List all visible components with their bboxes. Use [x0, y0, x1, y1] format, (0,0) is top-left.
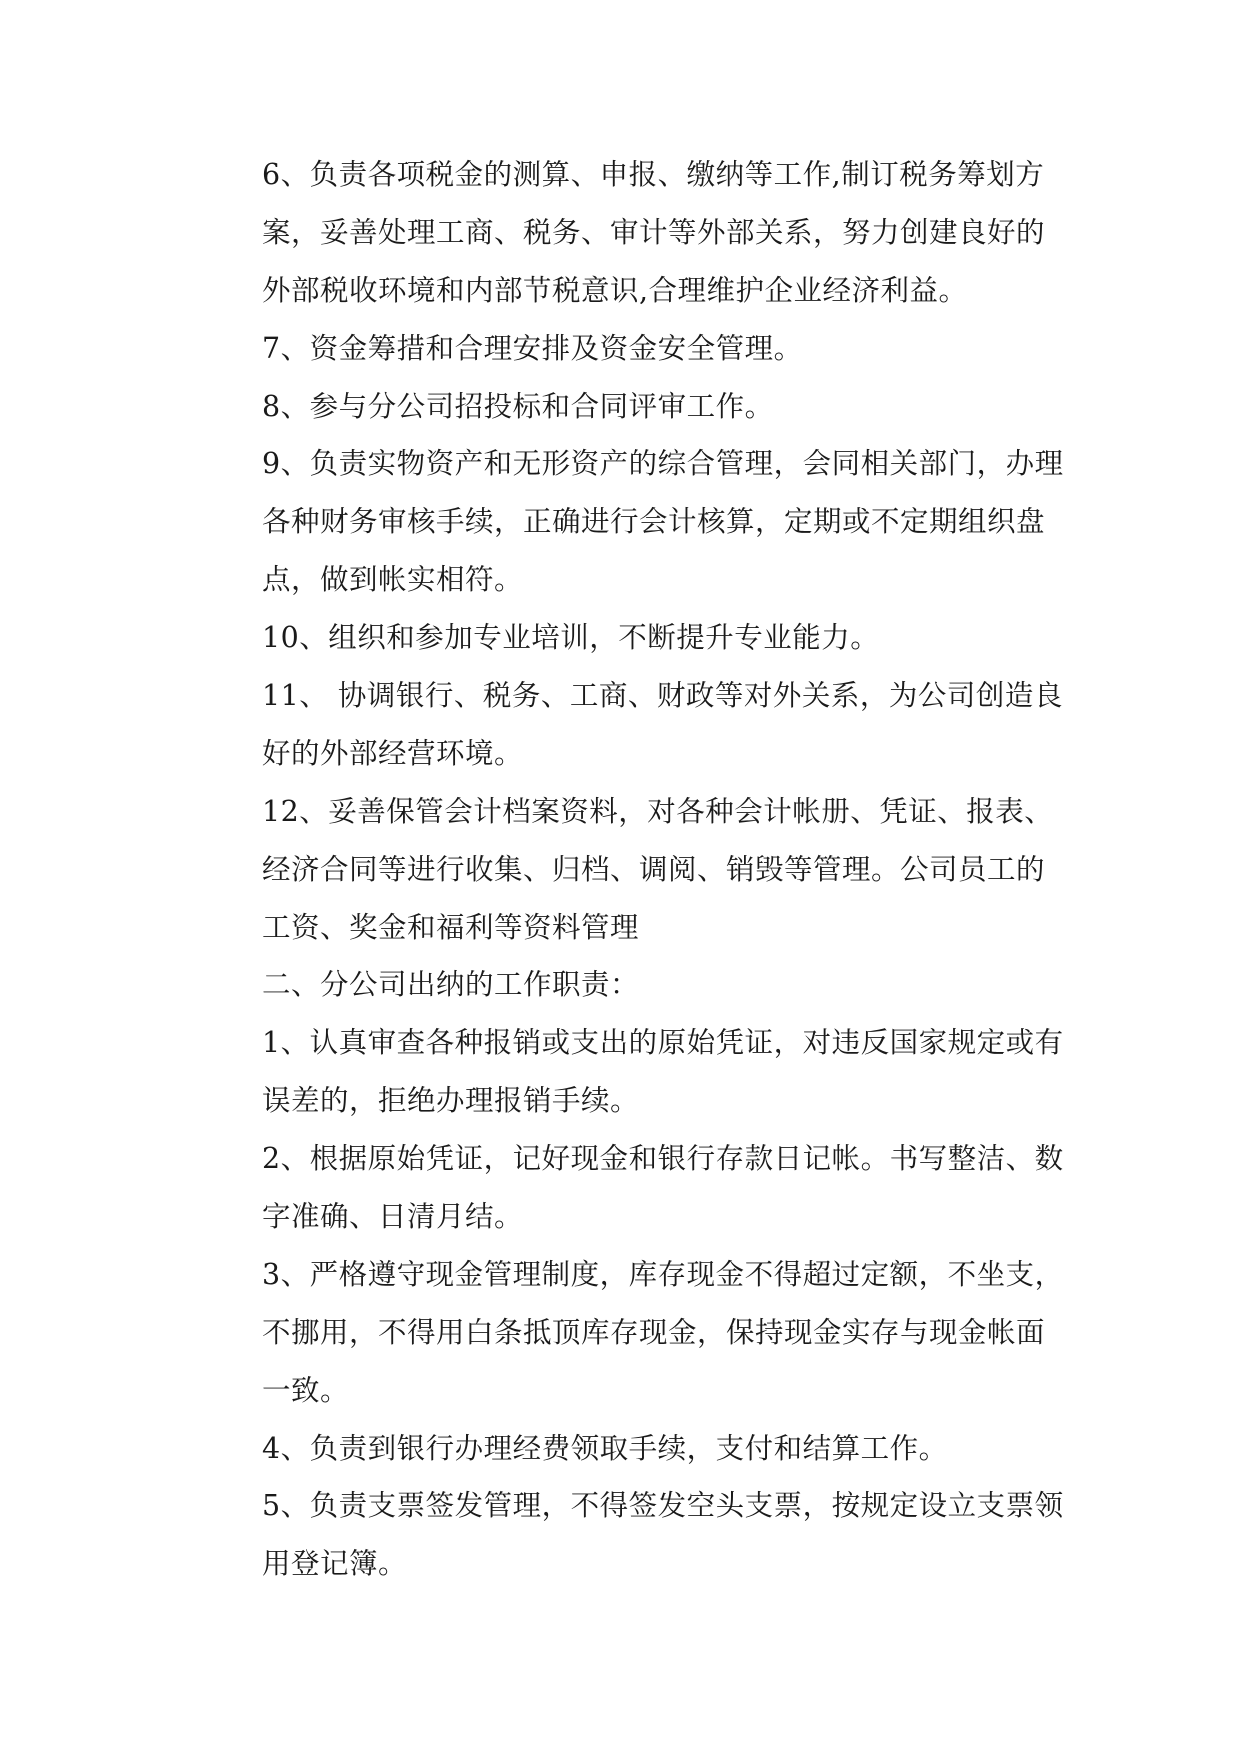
text-line: 10、组织和参加专业培训，不断提升专业能力。	[262, 621, 880, 655]
text-line: 7、资金筹措和合理安排及资金安全管理。	[262, 331, 803, 365]
text-line: 11、 协调银行、税务、工商、财政等对外关系，为公司创造良	[262, 679, 1063, 713]
text-line: 经济合同等进行收集、归档、调阅、销毁等管理。公司员工的	[262, 852, 1046, 886]
text-line: 9、负责实物资产和无形资产的综合管理，会同相关部门，办理	[262, 447, 1064, 481]
text-line: 3、严格遵守现金管理制度，库存现金不得超过定额，不坐支，	[262, 1257, 1064, 1291]
text-line: 一致。	[262, 1373, 350, 1407]
text-line: 不挪用，不得用白条抵顶库存现金，保持现金实存与现金帐面	[262, 1315, 1046, 1349]
text-line: 4、负责到银行办理经费领取手续，支付和结算工作。	[262, 1431, 948, 1465]
text-line: 点，做到帐实相符。	[262, 563, 524, 597]
text-line: 误差的，拒绝办理报销手续。	[262, 1084, 640, 1118]
text-line: 各种财务审核手续，正确进行会计核算，定期或不定期组织盘	[262, 505, 1046, 539]
text-line: 8、参与分公司招投标和合同评审工作。	[262, 389, 774, 423]
text-line: 5、负责支票签发管理，不得签发空头支票，按规定设立支票领	[262, 1489, 1064, 1523]
text-line: 工资、奖金和福利等资料管理	[262, 910, 640, 944]
text-line: 案，妥善处理工商、税务、审计等外部关系，努力创建良好的	[262, 215, 1046, 249]
text-line: 用登记簿。	[262, 1547, 408, 1581]
section-heading: 二、分公司出纳的工作职责：	[262, 968, 640, 1002]
text-line: 1、认真审查各种报销或支出的原始凭证，对违反国家规定或有	[262, 1026, 1064, 1060]
document-body	[262, 146, 1062, 1593]
text-line: 字准确、日清月结。	[262, 1200, 524, 1234]
text-line: 6、负责各项税金的测算、申报、缴纳等工作,制订税务筹划方	[262, 158, 1045, 191]
text-line: 12、妥善保管会计档案资料，对各种会计帐册、凭证、报表、	[262, 794, 1054, 828]
text-line: 外部税收环境和内部节税意识,合理维护企业经济利益。	[262, 273, 968, 307]
text-line: 2、根据原始凭证，记好现金和银行存款日记帐。书写整洁、数	[262, 1142, 1064, 1176]
text-line: 好的外部经营环境。	[262, 736, 524, 770]
